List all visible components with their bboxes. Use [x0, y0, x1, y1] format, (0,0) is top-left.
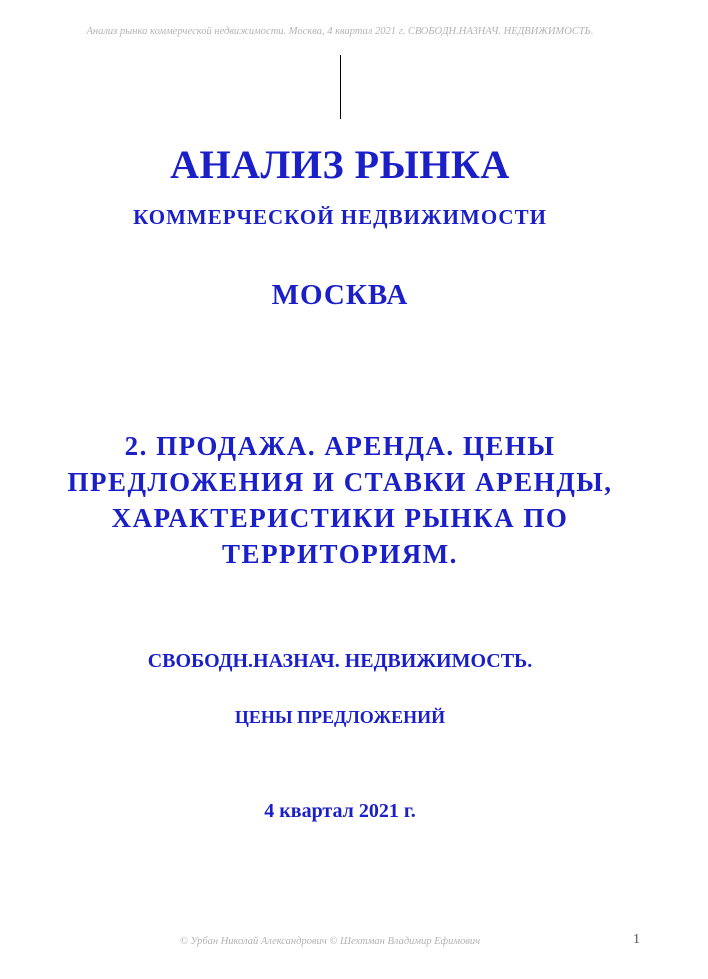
page-number: 1 [633, 932, 640, 947]
section-heading: 2. ПРОДАЖА. АРЕНДА. ЦЕНЫ ПРЕДЛОЖЕНИЯ И СТАВКИ АРЕНДЫ, ХАРАКТЕРИСТИКИ РЫНКА ПО ТЕРРИТОРИЯМ. [67, 431, 613, 569]
subject-label: ЦЕНЫ ПРЕДЛОЖЕНИЙ [234, 707, 446, 727]
copyright-footer: © Урбан Николай Александрович © Шехтман Владимир Ефимович [179, 936, 481, 947]
report-period: 4 квартал 2021 г. [264, 800, 416, 822]
market-segment: СВОБОДН.НАЗНАЧ. НЕДВИЖИМОСТЬ. [147, 650, 533, 672]
city-name: МОСКВА [271, 279, 409, 311]
running-header: Анализ рынка коммерческой недвижимости. Москва, 4 квартал 2021 г. СВОБОДН.НАЗНАЧ. НЕДВИЖИМОСТЬ. [86, 26, 594, 37]
header-divider [340, 55, 341, 119]
document-title: АНАЛИЗ РЫНКА [170, 142, 510, 187]
document-subtitle: КОММЕРЧЕСКОЙ НЕДВИЖИМОСТИ [133, 205, 547, 229]
